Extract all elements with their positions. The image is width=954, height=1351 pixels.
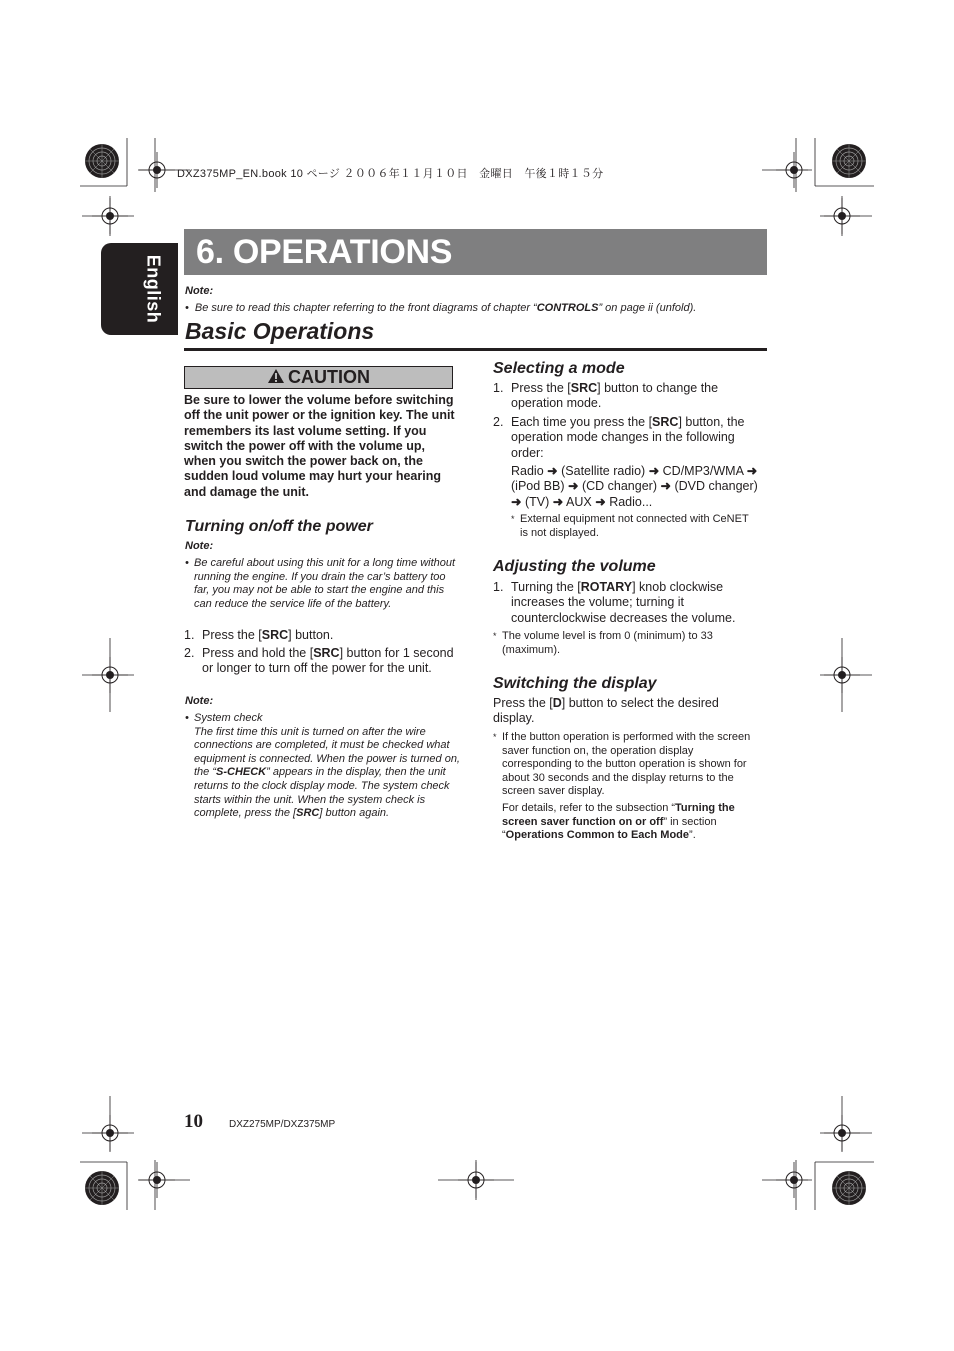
mode-title: Selecting a mode bbox=[493, 360, 625, 377]
d-key: D bbox=[552, 696, 562, 710]
bullet: • bbox=[185, 302, 189, 314]
power-note-label: Note: bbox=[185, 540, 214, 552]
language-tab-label: English bbox=[143, 254, 164, 324]
arrow-icon: ➜ bbox=[746, 464, 758, 478]
display-title: Switching the display bbox=[493, 675, 657, 692]
print-header: DXZ375MP_EN.book 10 ページ ２００６年１１月１０日 金曜日 午後１時１５分 bbox=[177, 168, 604, 180]
top-note bbox=[185, 302, 775, 316]
top-note-text-1: Be sure to read this chapter referring to the front diagrams of chapter “ bbox=[194, 302, 537, 314]
caution-label: CAUTION bbox=[288, 367, 370, 387]
step-number: 1. bbox=[493, 381, 504, 395]
top-note-text-2: ” on page ii (unfold). bbox=[598, 302, 697, 314]
section-title: Basic Operations bbox=[185, 318, 375, 344]
arrow-icon: ➜ bbox=[567, 479, 579, 494]
display-footnote bbox=[493, 731, 758, 799]
system-check-text: The first time this unit is turned on after the wire connections are completed, it must be checked what equipment is connected. When the power is turned on, the “S-CHECK” appears in the display, then the unit returns to the clock display mode. The system check starts within the unit. When the system check is complete, press the [SRC] button again. bbox=[194, 725, 460, 820]
step-text: Press and hold the [ bbox=[202, 646, 314, 660]
src-key: SRC bbox=[570, 381, 598, 395]
section-rule bbox=[184, 348, 767, 351]
step-number: 1. bbox=[493, 580, 504, 594]
arrow-icon: ➜ bbox=[552, 494, 564, 509]
power-step-1 bbox=[184, 628, 459, 643]
step-text: ] button for 1 second or longer to turn off the power for the unit. bbox=[202, 646, 454, 676]
model-name: DXZ275MP/DXZ375MP bbox=[229, 1119, 336, 1130]
caution-box bbox=[184, 366, 453, 389]
power-step-2 bbox=[184, 646, 459, 677]
src-key: SRC bbox=[261, 628, 289, 642]
starburst-mark bbox=[85, 1171, 119, 1205]
language-tab bbox=[101, 243, 178, 335]
starburst-mark bbox=[832, 144, 866, 178]
display-footnote-text: If the button operation is performed with the screen saver function on, the operation display corresponding to the button operation is shown for about 30 seconds and the display returns to the screen saver display. bbox=[502, 731, 751, 798]
asterisk: * bbox=[493, 732, 497, 742]
asterisk: * bbox=[511, 514, 515, 524]
chapter-title-bar bbox=[184, 229, 767, 275]
volume-title: Adjusting the volume bbox=[493, 558, 656, 575]
starburst-mark bbox=[832, 1171, 866, 1205]
display-text: Press the [D] button to select the desired display. bbox=[493, 696, 719, 726]
power-note bbox=[185, 557, 457, 611]
src-key: SRC bbox=[652, 415, 679, 429]
mode-step-1: 1. Press the [SRC] button to change the operation mode. bbox=[493, 381, 719, 411]
starburst-mark bbox=[85, 144, 119, 178]
arrow-icon: ➜ bbox=[511, 494, 522, 509]
step-number: 1. bbox=[184, 628, 195, 642]
step-text: ] button. bbox=[288, 628, 334, 642]
warning-icon bbox=[267, 368, 285, 384]
chapter-title: 6. OPERATIONS bbox=[196, 233, 453, 271]
mode-footnote bbox=[511, 513, 751, 540]
power-note2-label: Note: bbox=[185, 695, 214, 707]
caution-text: Be sure to lower the volume before switching off the unit power or the ignition key. The unit remembers its last volume setting. If you switch the power off with the volume up, when you switch the power back on, the sudden loud volume may hurt your hearing and damage the unit. bbox=[184, 393, 455, 499]
step-number: 2. bbox=[493, 415, 504, 429]
display-details: For details, refer to the subsection “Turning the screen saver function on or off” in section “Operations Common to Each Mode”. bbox=[502, 802, 735, 842]
system-check-note bbox=[185, 712, 460, 821]
power-title: Turning on/off the power bbox=[185, 518, 373, 535]
mode-sequence: Radio ➜ (Satellite radio) ➜ CD/MP3/WMA ➜ (iPod BB) ➜ (CD changer) ➜ (DVD changer) ➜ (TV) ➜ AUX ➜ Radio... bbox=[511, 464, 758, 509]
bullet: • bbox=[185, 712, 189, 724]
top-note-label: Note: bbox=[185, 285, 214, 297]
volume-footnote-text: The volume level is from 0 (minimum) to 33 (maximum). bbox=[502, 630, 713, 656]
bullet: • bbox=[185, 557, 189, 569]
system-check-title: System check bbox=[194, 712, 263, 724]
step-number: 2. bbox=[184, 646, 195, 660]
page-number: 10 bbox=[184, 1111, 203, 1132]
step-text: Press the [ bbox=[202, 628, 262, 642]
volume-footnote bbox=[493, 630, 753, 657]
rotary-key: ROTARY bbox=[580, 580, 633, 594]
arrow-icon: ➜ bbox=[547, 464, 558, 478]
src-key: SRC bbox=[313, 646, 340, 660]
power-note-text: Be careful about using this unit for a long time without running the engine. If you drain the car’s battery too far, you may not be able to start the engine and this can reduce the service life of the battery. bbox=[194, 557, 456, 610]
top-note-bold: CONTROLS bbox=[536, 302, 599, 314]
mode-footnote-text: External equipment not connected with CeNET is not displayed. bbox=[520, 513, 749, 539]
arrow-icon: ➜ bbox=[595, 494, 606, 509]
volume-step-1: 1. Turning the [ROTARY] knob clockwise increases the volume; turning it counterclockwise decreases the volume. bbox=[493, 580, 736, 625]
asterisk: * bbox=[493, 631, 497, 641]
mode-step-2: 2. Each time you press the [SRC] button, the operation mode changes in the following order: bbox=[493, 415, 745, 460]
arrow-icon: ➜ bbox=[648, 464, 660, 478]
arrow-icon: ➜ bbox=[660, 479, 671, 494]
